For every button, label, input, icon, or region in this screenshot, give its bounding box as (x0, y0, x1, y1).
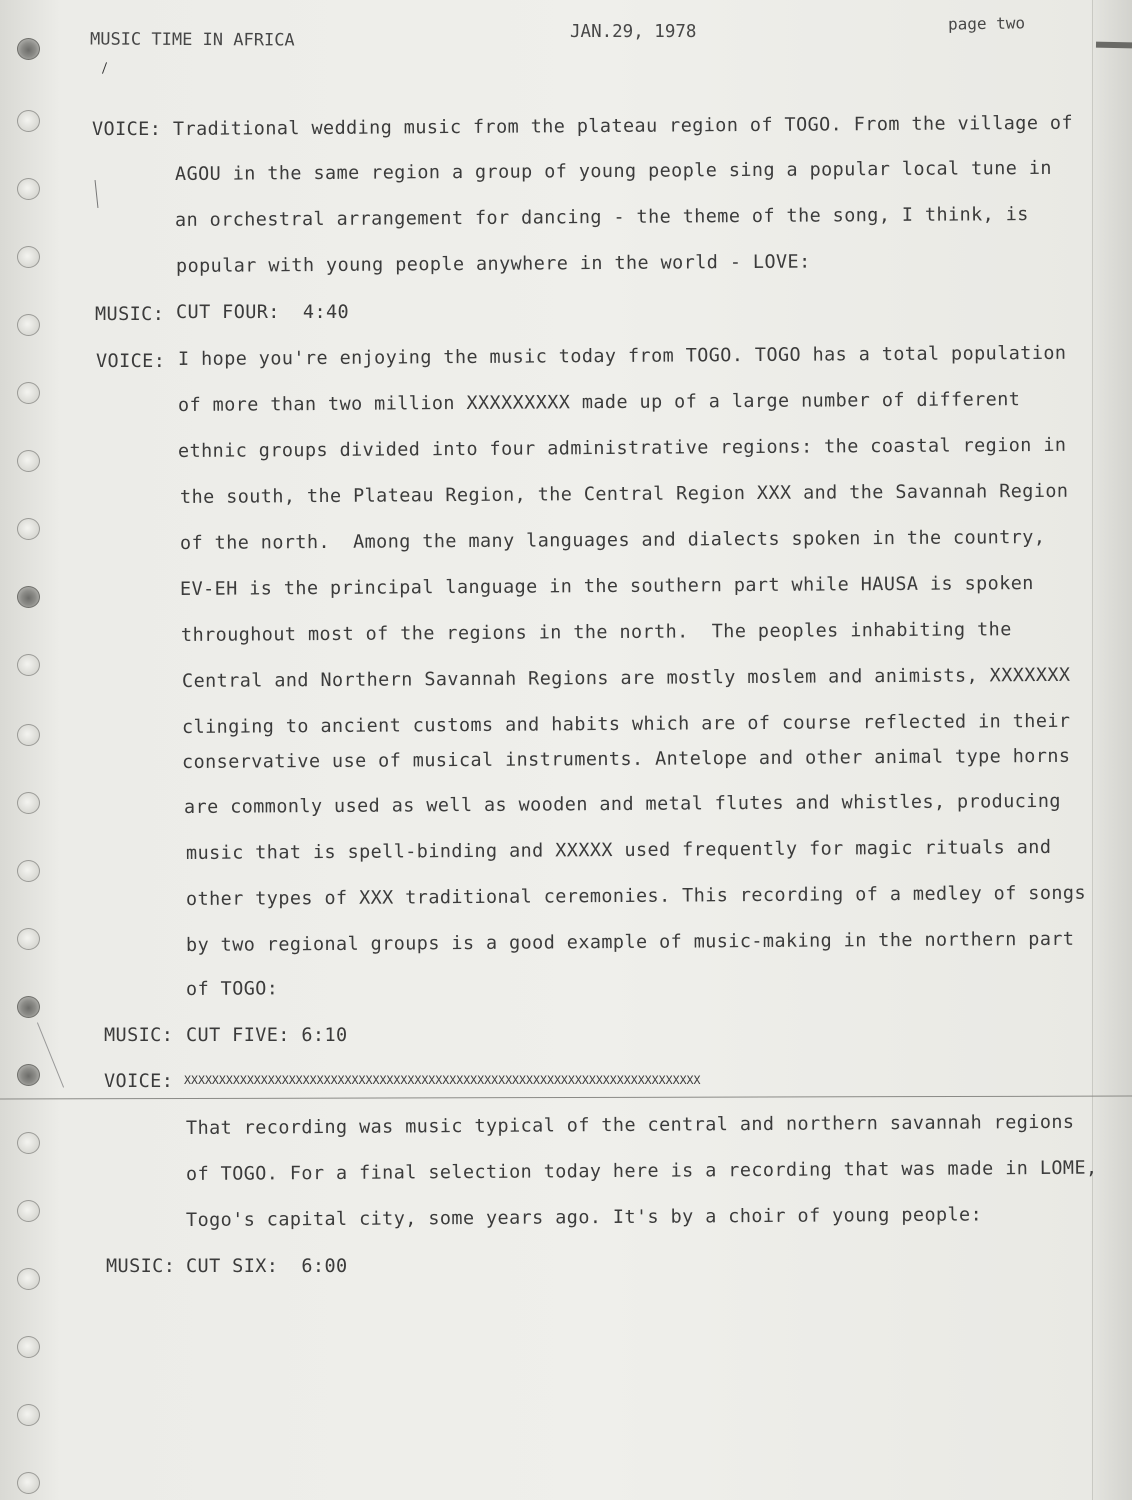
speaker-label: VOICE: (104, 1071, 174, 1092)
cue-label: MUSIC: (106, 1256, 176, 1277)
binder-hole (17, 450, 40, 472)
binder-hole (17, 38, 40, 60)
music-cue: CUT FIVE: 6:10 (186, 1025, 348, 1046)
program-title: MUSIC TIME IN AFRICA (89, 29, 295, 51)
binder-hole (17, 178, 40, 200)
script-line: ethnic groups divided into four administrative regions: the coastal region in (177, 434, 1067, 462)
binder-hole (17, 724, 40, 746)
speaker-label: VOICE: (92, 119, 162, 140)
binder-hole (17, 792, 40, 814)
script-line: of TOGO. For a final selection today here is a recording that was made in LOME, (185, 1157, 1098, 1185)
cue-label: MUSIC: (104, 1025, 174, 1046)
binder-hole (17, 1132, 40, 1154)
script-line: AGOU in the same region a group of young people sing a popular local tune in (174, 157, 1052, 185)
script-line: That recording was music typical of the central and northern savannah regions (185, 1111, 1075, 1139)
script-line: of TOGO: (185, 978, 279, 1000)
binder-hole (17, 518, 40, 540)
script-line: I hope you're enjoying the music today from TOGO. TOGO has a total population (177, 342, 1067, 370)
binder-hole (17, 110, 40, 132)
binder-hole (17, 860, 40, 882)
binder-hole (17, 1336, 40, 1358)
script-date: JAN.29, 1978 (570, 22, 697, 42)
binder-hole (17, 654, 40, 676)
script-line: of more than two million XXXXXXXXX made up of a large number of different (177, 389, 1021, 416)
binder-hole (17, 382, 40, 404)
script-line: EV-EH is the principal language in the southern part while HAUSA is spoken (179, 573, 1034, 600)
page-edge (1092, 0, 1132, 1500)
script-line: other types of XXX traditional ceremonies. This recording of a medley of songs (185, 882, 1087, 910)
speaker-label: VOICE: (96, 351, 166, 372)
script-line: clinging to ancient customs and habits which are of course reflected in their (181, 710, 1071, 738)
binder-hole (17, 928, 40, 950)
music-cue: CUT FOUR: 4:40 (176, 302, 350, 323)
script-line: throughout most of the regions in the north. The peoples inhabiting the (180, 619, 1012, 646)
script-line: are commonly used as well as wooden and metal flutes and whistles, producing (183, 790, 1061, 818)
struck-out-line: XXXXXXXXXXXXXXXXXXXXXXXXXXXXXXXXXXXXXXXXXXXXXXXXXXXXXXXXXXXXXXXXXXXXXXXXXX (184, 1073, 701, 1087)
binder-hole (17, 1064, 40, 1086)
script-line: Central and Northern Savannah Regions are mostly moslem and animists, XXXXXXX (181, 664, 1071, 692)
script-line: popular with young people anywhere in the world - LOVE: (175, 251, 811, 277)
script-line: an orchestral arrangement for dancing - the theme of the song, I think, is (174, 204, 1029, 231)
binder-hole (17, 1200, 40, 1222)
script-line: of the north. Among the many languages and dialects spoken in the country, (179, 526, 1046, 554)
binder-hole (17, 1404, 40, 1426)
script-line: Traditional wedding music from the plateau region of TOGO. From the village of (172, 112, 1074, 140)
script-line: by two regional groups is a good example of music-making in the northern part (185, 928, 1075, 956)
binder-hole (17, 1268, 40, 1290)
cue-label: MUSIC: (95, 304, 165, 325)
edge-smudge (1096, 42, 1132, 49)
script-line: Togo's capital city, some years ago. It's by a choir of young people: (185, 1204, 983, 1231)
binder-hole (17, 246, 40, 268)
binder-hole (17, 996, 40, 1018)
binder-hole (17, 314, 40, 336)
binder-hole (17, 1472, 40, 1494)
script-line: music that is spell-binding and XXXXX used frequently for magic rituals and (185, 836, 1052, 864)
script-line: the south, the Plateau Region, the Central Region XXX and the Savannah Region (179, 480, 1069, 508)
music-cue: CUT SIX: 6:00 (186, 1256, 348, 1277)
binder-hole (17, 586, 40, 608)
page-number: page two (947, 13, 1026, 34)
script-line: conservative use of musical instruments. Antelope and other animal type horns (181, 745, 1071, 773)
